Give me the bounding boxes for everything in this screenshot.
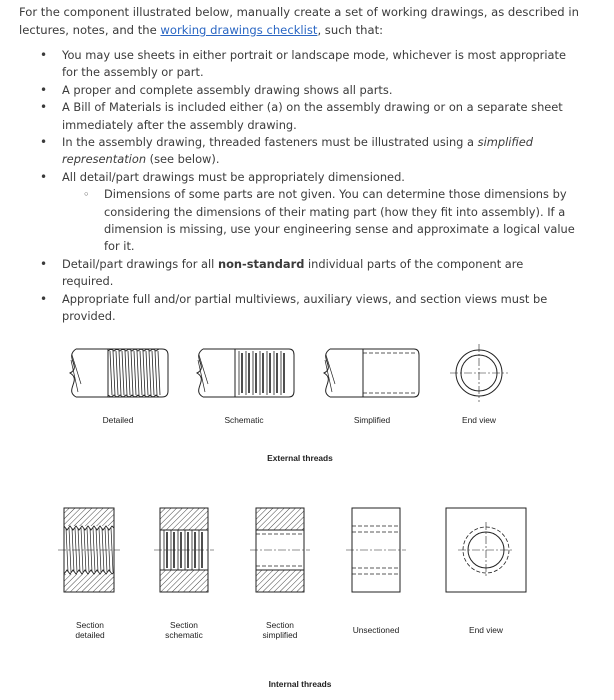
caption-simplified: Simplified [353, 415, 391, 425]
list-item: • A proper and complete assembly drawing shows all parts. [38, 82, 578, 99]
caption-end-view: End view [462, 415, 496, 425]
internal-section-simplified-drawing [250, 508, 310, 592]
caption-line: Section [76, 620, 104, 630]
list-item-text: Detail/part drawings for all [62, 256, 218, 271]
caption-section-schematic [156, 620, 212, 640]
list-item-text: In the assembly drawing, threaded fasteners must be illustrated using a [62, 135, 478, 150]
external-detailed-drawing [70, 349, 168, 397]
external-simplified-drawing [324, 349, 419, 397]
caption-detailed: Detailed [102, 415, 134, 425]
list-item-emphasis: simplified representation [62, 135, 533, 167]
internal-section-schematic-drawing [154, 508, 214, 592]
internal-threads-title: Internal threads [268, 679, 332, 689]
list-item-text: All detail/part drawings must be appropriately dimensioned. [62, 169, 405, 184]
external-threads-title: External threads [267, 453, 333, 463]
caption-line: simplified [262, 630, 298, 640]
caption-line: Section [170, 620, 198, 630]
caption-section-simplified [252, 620, 308, 640]
sub-list-item: ◦ Dimensions of some parts are not given. You can determine those dimensions by considering the dimensions of their mating part (how they fit into assembly). If a dimension is missing, use your engineering sense and approximate a logical value for it. [62, 186, 578, 256]
external-schematic-drawing [197, 349, 294, 397]
list-item-text: (see below). [146, 152, 220, 167]
caption-unsectioned: Unsectioned [352, 625, 400, 635]
list-item-text: individual parts of the component are required. [62, 256, 524, 289]
list-item-strong: non-standard [217, 256, 305, 271]
working-drawings-checklist-link[interactable]: working drawings checklist [160, 22, 318, 37]
caption-line: schematic [165, 630, 203, 640]
caption-line: detailed [75, 630, 105, 640]
caption-section-detailed [62, 620, 118, 640]
internal-section-detailed-drawing [58, 508, 120, 592]
caption-internal-end-view: End view [469, 625, 503, 635]
external-end-view-drawing [450, 344, 508, 402]
internal-unsectioned-drawing [346, 508, 406, 592]
caption-schematic: Schematic [224, 415, 264, 425]
list-item: • A Bill of Materials is included either (a) on the assembly drawing or on a separate sheet immediately after the assembly drawing. [38, 99, 578, 134]
list-item: • Appropriate full and/or partial multiviews, auxiliary views, and section views must be provided. [38, 291, 578, 326]
internal-end-view-drawing [446, 508, 526, 592]
intro-text-end: , such that: [317, 22, 384, 37]
list-item: • You may use sheets in either portrait or landscape mode, whichever is most appropriate for the assembly or part. [38, 47, 578, 82]
intro-text: For the component illustrated below, manually create a set of working drawings, as described in lectures, notes, and the [19, 5, 579, 37]
caption-line: Section [266, 620, 294, 630]
